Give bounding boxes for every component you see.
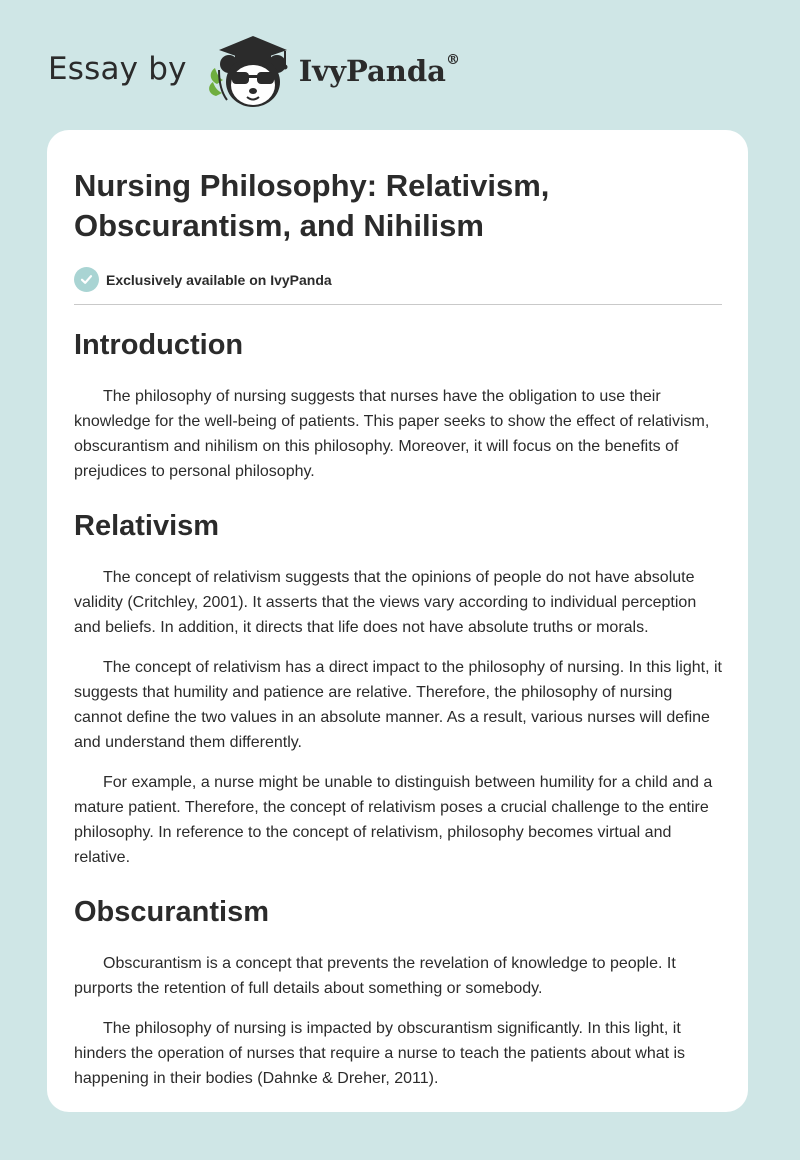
paragraph: The concept of relativism has a direct impact to the philosophy of nursing. In this light, it suggests that humility and patience are relative. Therefore, the philosophy of nursing cannot define the two values in an absolute manner. As a result, various nurses will define and understand them differently. xyxy=(74,659,722,751)
paragraph: The concept of relativism suggests that the opinions of people do not have absolute validity (Critchley, 2001). It asserts that the views vary according to individual perception and beliefs. In addition, it directs that life does not have absolute truths or morals. xyxy=(74,569,697,636)
brand-name[interactable] xyxy=(299,54,460,88)
registered-mark: ® xyxy=(445,52,460,69)
exclusive-badge xyxy=(74,267,722,292)
section-heading-relativism: Relativism xyxy=(74,510,220,542)
paragraph: For example, a nurse might be unable to distinguish between humility for a child and a mature patient. Therefore, the concept of relativism poses a crucial challenge to the entire philosophy. In reference to the concept of relativism, philosophy becomes virtual and relative. xyxy=(74,774,713,866)
exclusive-label: Exclusively available on IvyPanda xyxy=(106,271,332,288)
paragraph: The philosophy of nursing suggests that nurses have the obligation to use their knowledge for the well-being of patients. This paper seeks to show the effect of relativism, obscurantism and nihilism on this philosophy. Moreover, it will focus on the benefits of prejudices to personal philosophy. xyxy=(74,388,710,480)
section-heading-obscurantism: Obscurantism xyxy=(74,896,269,928)
brand-header xyxy=(48,34,460,112)
essay-card xyxy=(47,130,748,1112)
title-divider xyxy=(74,304,722,305)
check-circle-icon xyxy=(74,267,99,292)
panda-graduate-icon[interactable] xyxy=(203,34,295,112)
paragraph: Obscurantism is a concept that prevents the revelation of knowledge to people. It purports the retention of full details about something or somebody. xyxy=(74,955,676,997)
section-heading-introduction: Introduction xyxy=(74,329,244,361)
paragraph: The philosophy of nursing is impacted by obscurantism significantly. In this light, it hinders the operation of nurses that require a nurse to teach the patients about what is happening in their bodies (Dahnke & Dreher, 2011). xyxy=(74,1020,686,1087)
brand-prefix: Essay by xyxy=(48,51,187,87)
brand-name-text: IvyPanda xyxy=(298,54,446,88)
page-title: Nursing Philosophy: Relativism, Obscurantism, and Nihilism xyxy=(74,168,550,243)
